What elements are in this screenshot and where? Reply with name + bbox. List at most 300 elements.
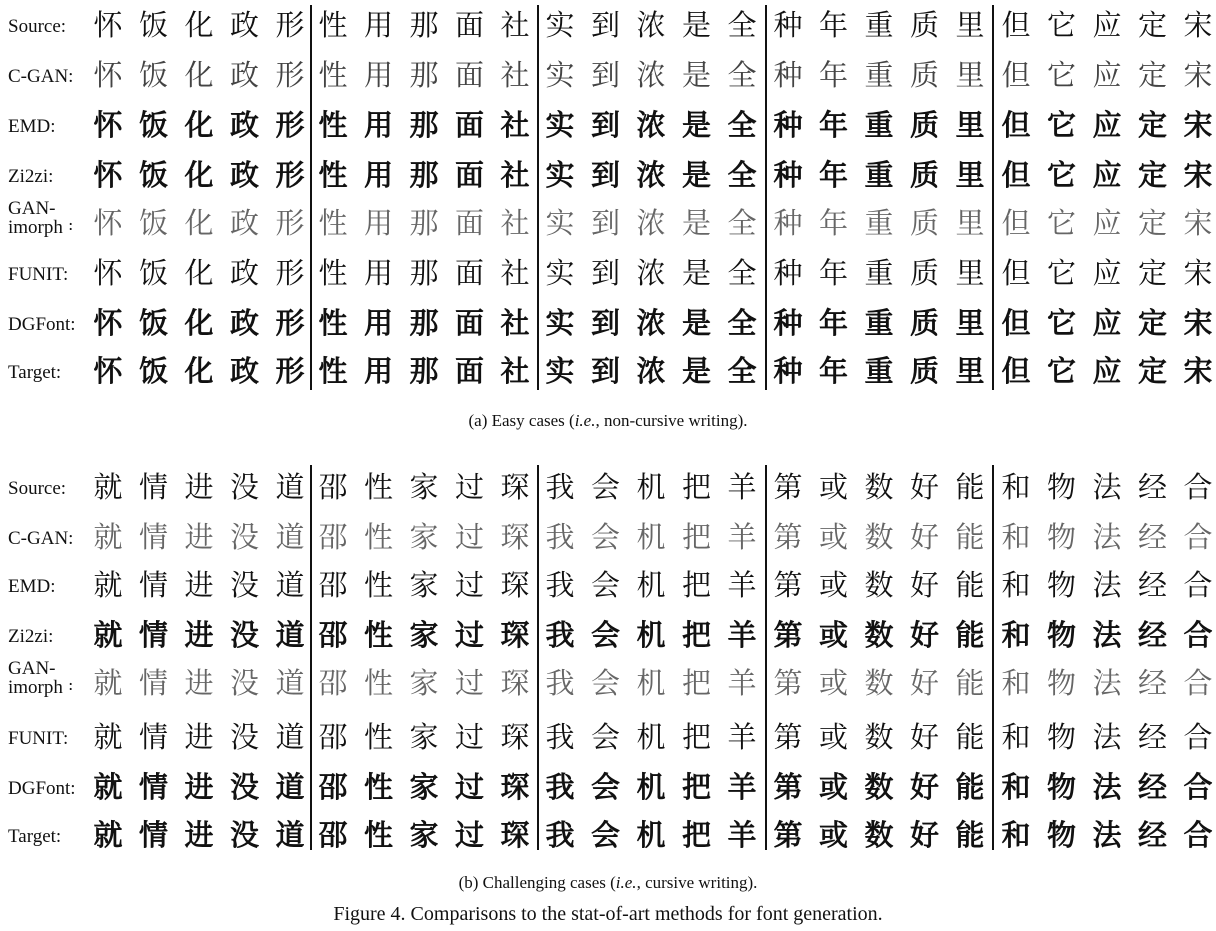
glyph-cell: 性 [363,470,393,504]
glyph-cell: 道 [275,770,305,804]
glyph-cell: 进 [184,770,214,804]
glyph-cell: 性 [318,108,348,142]
glyph-cell: 经 [1137,770,1167,804]
glyph-cell: 社 [500,306,530,340]
glyph-cell: 重 [864,354,894,388]
glyph-cell: 道 [275,470,305,504]
glyph-cell: 形 [275,256,305,290]
glyph-cell: 数 [864,770,894,804]
glyph-cell: 把 [681,720,711,754]
row-gan-imorph [0,198,1216,245]
glyph-cell: 过 [454,666,484,700]
glyph-cell: 数 [864,568,894,602]
glyph-cell: 重 [864,256,894,290]
glyph-cell: 进 [184,520,214,554]
glyph-cell: 合 [1183,770,1213,804]
glyph-cell: 怀 [93,8,123,42]
group-divider [310,5,312,390]
glyph-cell: 性 [318,354,348,388]
glyph-cell: 家 [409,720,439,754]
row-label: C-GAN: [8,66,74,87]
glyph-cell: 浓 [636,206,666,240]
glyph-cell: 法 [1092,520,1122,554]
glyph-cell: 实 [545,354,575,388]
glyph-cell: 那 [409,206,439,240]
caption-easy-prefix: (a) Easy cases ( [468,411,575,430]
glyph-cell: 邵 [318,470,348,504]
glyph-cell: 邵 [318,520,348,554]
glyph-cell: 物 [1046,568,1076,602]
label-colon: : [68,215,74,234]
glyph-cell: 把 [681,568,711,602]
glyph-cell: 定 [1137,58,1167,92]
glyph-cell: 宋 [1183,256,1213,290]
label-colon: : [68,675,74,694]
glyph-cell: 那 [409,256,439,290]
glyph-cell: 社 [500,158,530,192]
glyph-cell: 是 [681,206,711,240]
glyph-cell: 道 [275,618,305,652]
glyph-cell: 是 [681,306,711,340]
row-label: EMD: [8,116,56,137]
glyph-cell: 年 [818,158,848,192]
glyph-cell: 好 [909,720,939,754]
glyph-cell: 性 [363,818,393,852]
glyph-cell: 把 [681,470,711,504]
glyph-cell: 社 [500,58,530,92]
glyph-cell: 法 [1092,720,1122,754]
glyph-cell: 怀 [93,158,123,192]
glyph-cell: 政 [229,306,259,340]
row-target [0,353,1216,393]
glyph-cell: 浓 [636,158,666,192]
glyph-cell: 过 [454,770,484,804]
glyph-cell: 社 [500,206,530,240]
glyph-cell: 邵 [318,618,348,652]
row-label: Source: [8,16,67,37]
glyph-cell: 过 [454,720,484,754]
glyph-cell: 或 [818,618,848,652]
glyph-cell: 宋 [1183,206,1213,240]
glyph-cell: 羊 [727,770,757,804]
glyph-cell: 重 [864,158,894,192]
glyph-cell: 政 [229,354,259,388]
row-dgfont [0,769,1216,809]
glyph-cell: 宋 [1183,158,1213,192]
glyph-cell: 性 [363,720,393,754]
glyph-cell: 怀 [93,58,123,92]
glyph-cell: 化 [184,158,214,192]
glyph-cell: 它 [1046,108,1076,142]
glyph-cell: 合 [1183,666,1213,700]
figure-caption: Figure 4. Comparisons to the stat-of-art methods for font generation. [333,903,883,925]
glyph-cell: 社 [500,256,530,290]
glyph-cell: 家 [409,770,439,804]
glyph-cell: 数 [864,666,894,700]
glyph-cell: 我 [545,720,575,754]
glyph-cell: 化 [184,306,214,340]
glyph-cell: 就 [93,470,123,504]
glyph-cell: 和 [1001,720,1031,754]
glyph-cell: 就 [93,568,123,602]
row-label: DGFont: [8,314,76,335]
glyph-cell: 里 [955,8,985,42]
glyph-cell: 数 [864,520,894,554]
glyph-cell: 它 [1046,8,1076,42]
row-label: Target: [8,362,62,383]
glyph-cell: 好 [909,520,939,554]
glyph-cell: 质 [909,58,939,92]
row-dgfont [0,305,1216,345]
glyph-cell: 质 [909,108,939,142]
glyph-cell: 会 [590,520,620,554]
glyph-cell: 我 [545,818,575,852]
row-label: C-GAN: [8,528,74,549]
glyph-cell: 会 [590,666,620,700]
glyph-cell: 年 [818,58,848,92]
glyph-cell: 家 [409,568,439,602]
glyph-cell: 浓 [636,306,666,340]
glyph-cell: 或 [818,520,848,554]
glyph-cell: 它 [1046,306,1076,340]
glyph-cell: 羊 [727,720,757,754]
glyph-cell: 用 [363,108,393,142]
glyph-cell: 琛 [500,770,530,804]
glyph-cell: 浓 [636,58,666,92]
glyph-cell: 但 [1001,108,1031,142]
glyph-cell: 饭 [138,354,168,388]
glyph-cell: 饭 [138,8,168,42]
glyph-cell: 琛 [500,470,530,504]
glyph-cell: 第 [773,618,803,652]
glyph-cell: 但 [1001,206,1031,240]
caption-challenging-prefix: (b) Challenging cases ( [458,873,616,892]
glyph-cell: 好 [909,666,939,700]
glyph-cell: 把 [681,818,711,852]
group-divider [310,465,312,850]
glyph-cell: 好 [909,470,939,504]
glyph-cell: 应 [1092,306,1122,340]
glyph-cell: 饭 [138,158,168,192]
glyph-cell: 合 [1183,520,1213,554]
glyph-cell: 琛 [500,618,530,652]
glyph-cell: 全 [727,108,757,142]
glyph-cell: 那 [409,354,439,388]
row-label: FUNIT: [8,728,69,749]
glyph-cell: 用 [363,306,393,340]
glyph-cell: 物 [1046,770,1076,804]
row-label: GAN- imorph [8,198,63,238]
glyph-cell: 第 [773,470,803,504]
glyph-cell: 性 [363,666,393,700]
glyph-cell: 它 [1046,158,1076,192]
glyph-cell: 那 [409,108,439,142]
glyph-cell: 就 [93,818,123,852]
glyph-cell: 我 [545,770,575,804]
glyph-cell: 第 [773,770,803,804]
glyph-cell: 重 [864,206,894,240]
glyph-cell: 和 [1001,818,1031,852]
row-emd [0,107,1216,147]
glyph-cell: 全 [727,158,757,192]
glyph-cell: 数 [864,470,894,504]
glyph-cell: 能 [955,568,985,602]
glyph-cell: 年 [818,306,848,340]
glyph-cell: 宋 [1183,8,1213,42]
glyph-cell: 邵 [318,568,348,602]
glyph-cell: 就 [93,618,123,652]
row-source [0,469,1216,509]
glyph-cell: 过 [454,818,484,852]
glyph-cell: 怀 [93,108,123,142]
glyph-cell: 面 [454,158,484,192]
glyph-cell: 里 [955,158,985,192]
glyph-cell: 进 [184,470,214,504]
row-label: Target: [8,826,62,847]
glyph-cell: 宋 [1183,108,1213,142]
glyph-cell: 政 [229,8,259,42]
group-divider [765,465,767,850]
glyph-cell: 形 [275,108,305,142]
glyph-cell: 羊 [727,568,757,602]
glyph-cell: 种 [773,306,803,340]
glyph-cell: 和 [1001,470,1031,504]
glyph-cell: 进 [184,568,214,602]
glyph-cell: 我 [545,520,575,554]
caption-easy-suffix: , non-cursive writing). [595,411,748,430]
glyph-cell: 化 [184,8,214,42]
glyph-cell: 但 [1001,158,1031,192]
glyph-cell: 形 [275,8,305,42]
glyph-cell: 用 [363,158,393,192]
glyph-cell: 羊 [727,818,757,852]
glyph-cell: 机 [636,720,666,754]
glyph-cell: 政 [229,206,259,240]
glyph-cell: 它 [1046,206,1076,240]
glyph-cell: 应 [1092,256,1122,290]
row-label: DGFont: [8,778,76,799]
glyph-cell: 那 [409,58,439,92]
glyph-cell: 把 [681,770,711,804]
glyph-cell: 浓 [636,108,666,142]
glyph-cell: 或 [818,770,848,804]
glyph-cell: 能 [955,770,985,804]
glyph-cell: 羊 [727,520,757,554]
glyph-cell: 定 [1137,108,1167,142]
row-zi2zi [0,617,1216,657]
glyph-cell: 没 [229,770,259,804]
glyph-cell: 进 [184,666,214,700]
glyph-cell: 但 [1001,256,1031,290]
glyph-cell: 是 [681,158,711,192]
glyph-cell: 性 [318,58,348,92]
glyph-cell: 合 [1183,818,1213,852]
glyph-cell: 物 [1046,618,1076,652]
glyph-cell: 政 [229,256,259,290]
glyph-cell: 政 [229,108,259,142]
glyph-cell: 饭 [138,58,168,92]
glyph-cell: 情 [138,618,168,652]
glyph-cell: 种 [773,108,803,142]
glyph-cell: 应 [1092,354,1122,388]
glyph-cell: 或 [818,720,848,754]
glyph-cell: 化 [184,354,214,388]
glyph-cell: 能 [955,720,985,754]
glyph-cell: 机 [636,618,666,652]
glyph-cell: 情 [138,666,168,700]
glyph-cell: 到 [590,108,620,142]
glyph-cell: 质 [909,354,939,388]
glyph-cell: 法 [1092,770,1122,804]
glyph-cell: 怀 [93,256,123,290]
glyph-cell: 好 [909,618,939,652]
glyph-cell: 经 [1137,470,1167,504]
glyph-cell: 到 [590,354,620,388]
glyph-cell: 家 [409,470,439,504]
glyph-cell: 家 [409,666,439,700]
glyph-cell: 实 [545,8,575,42]
glyph-cell: 用 [363,256,393,290]
glyph-cell: 是 [681,354,711,388]
glyph-cell: 或 [818,568,848,602]
glyph-cell: 质 [909,256,939,290]
glyph-cell: 情 [138,520,168,554]
glyph-cell: 没 [229,818,259,852]
glyph-cell: 是 [681,8,711,42]
glyph-cell: 就 [93,770,123,804]
glyph-cell: 到 [590,58,620,92]
glyph-cell: 全 [727,206,757,240]
glyph-cell: 数 [864,818,894,852]
glyph-cell: 定 [1137,8,1167,42]
glyph-cell: 能 [955,470,985,504]
glyph-cell: 第 [773,720,803,754]
glyph-cell: 到 [590,256,620,290]
glyph-cell: 到 [590,306,620,340]
glyph-cell: 里 [955,108,985,142]
glyph-cell: 饭 [138,108,168,142]
glyph-cell: 宋 [1183,306,1213,340]
glyph-cell: 是 [681,58,711,92]
glyph-cell: 情 [138,770,168,804]
glyph-cell: 没 [229,666,259,700]
glyph-cell: 过 [454,568,484,602]
glyph-cell: 能 [955,818,985,852]
glyph-cell: 形 [275,354,305,388]
glyph-cell: 但 [1001,306,1031,340]
glyph-cell: 羊 [727,666,757,700]
glyph-cell: 宋 [1183,58,1213,92]
glyph-cell: 道 [275,818,305,852]
glyph-cell: 种 [773,206,803,240]
glyph-cell: 会 [590,818,620,852]
caption-challenging-italic: i.e. [615,873,637,892]
glyph-cell: 机 [636,520,666,554]
row-target [0,817,1216,857]
glyph-cell: 合 [1183,568,1213,602]
glyph-cell: 经 [1137,818,1167,852]
glyph-cell: 全 [727,256,757,290]
glyph-cell: 全 [727,58,757,92]
group-divider [537,465,539,850]
glyph-cell: 面 [454,256,484,290]
glyph-cell: 琛 [500,666,530,700]
glyph-cell: 和 [1001,666,1031,700]
glyph-cell: 里 [955,206,985,240]
glyph-cell: 它 [1046,256,1076,290]
glyph-cell: 实 [545,108,575,142]
glyph-cell: 机 [636,818,666,852]
glyph-cell: 是 [681,256,711,290]
glyph-cell: 质 [909,8,939,42]
glyph-cell: 把 [681,618,711,652]
glyph-cell: 浓 [636,256,666,290]
glyph-cell: 年 [818,206,848,240]
glyph-cell: 面 [454,8,484,42]
glyph-cell: 形 [275,158,305,192]
glyph-cell: 质 [909,306,939,340]
glyph-cell: 种 [773,354,803,388]
glyph-cell: 全 [727,306,757,340]
glyph-cell: 好 [909,770,939,804]
glyph-cell: 邵 [318,818,348,852]
caption-easy [0,411,1216,431]
glyph-cell: 性 [363,568,393,602]
glyph-cell: 那 [409,8,439,42]
glyph-cell: 实 [545,58,575,92]
glyph-cell: 家 [409,818,439,852]
glyph-cell: 进 [184,618,214,652]
glyph-cell: 定 [1137,256,1167,290]
glyph-cell: 重 [864,8,894,42]
glyph-cell: 饭 [138,206,168,240]
glyph-cell: 性 [318,206,348,240]
glyph-cell: 里 [955,58,985,92]
glyph-cell: 好 [909,818,939,852]
glyph-cell: 邵 [318,770,348,804]
glyph-cell: 实 [545,306,575,340]
glyph-cell: 羊 [727,618,757,652]
glyph-cell: 邵 [318,666,348,700]
glyph-cell: 和 [1001,568,1031,602]
glyph-cell: 它 [1046,58,1076,92]
glyph-cell: 会 [590,618,620,652]
row-label: GAN- imorph [8,658,63,698]
glyph-cell: 道 [275,520,305,554]
row-emd [0,567,1216,607]
glyph-cell: 种 [773,158,803,192]
glyph-cell: 化 [184,256,214,290]
glyph-cell: 性 [363,520,393,554]
glyph-cell: 质 [909,158,939,192]
glyph-cell: 全 [727,8,757,42]
glyph-cell: 没 [229,618,259,652]
glyph-cell: 我 [545,568,575,602]
glyph-cell: 过 [454,520,484,554]
glyph-cell: 政 [229,158,259,192]
glyph-cell: 家 [409,618,439,652]
glyph-cell: 性 [318,256,348,290]
glyph-cell: 怀 [93,206,123,240]
glyph-cell: 数 [864,720,894,754]
glyph-cell: 把 [681,666,711,700]
glyph-cell: 能 [955,666,985,700]
glyph-cell: 邵 [318,720,348,754]
glyph-cell: 会 [590,470,620,504]
glyph-cell: 怀 [93,306,123,340]
glyph-cell: 实 [545,256,575,290]
glyph-cell: 物 [1046,666,1076,700]
